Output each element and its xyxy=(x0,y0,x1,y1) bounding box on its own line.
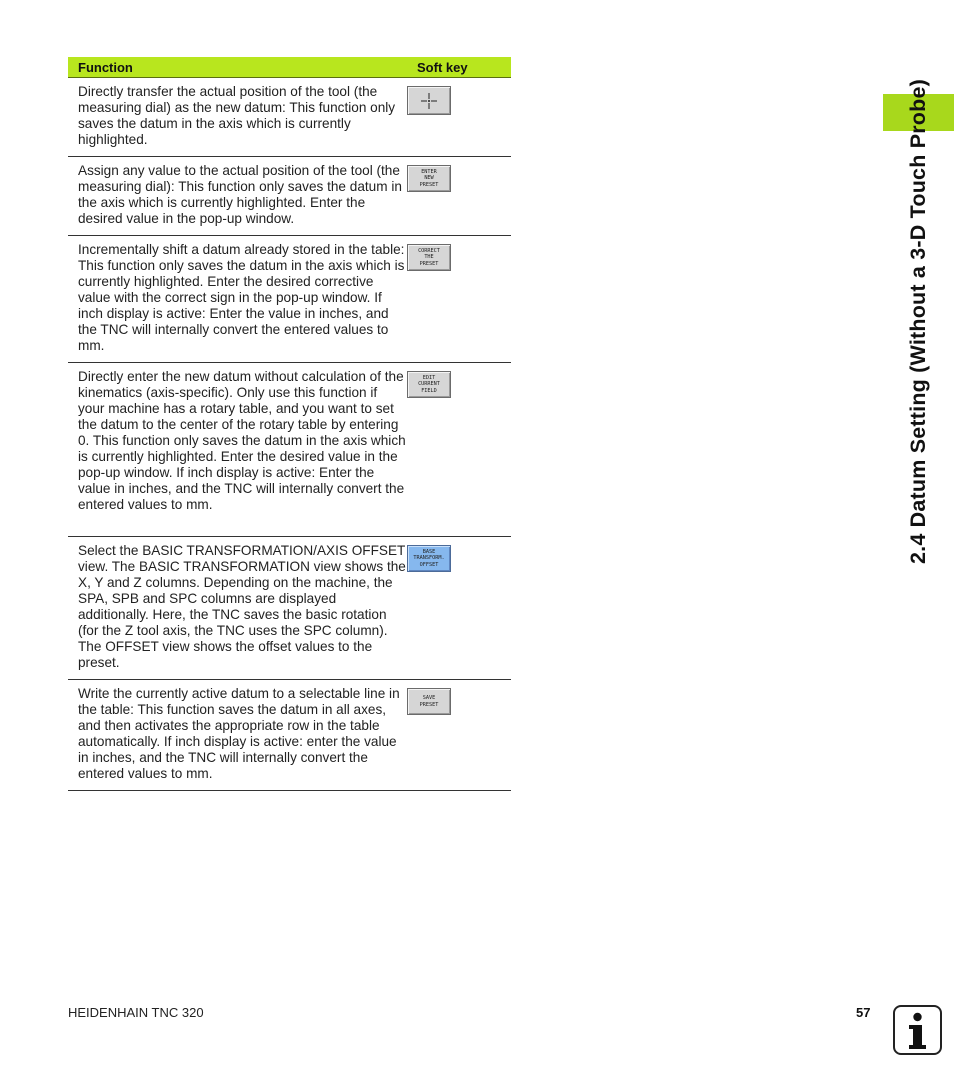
function-table xyxy=(68,57,511,791)
table-row xyxy=(68,363,511,537)
function-description: Select the BASIC TRANSFORMATION/AXIS OFFSET view. The BASIC TRANSFORMATION view shows the X, Y and Z columns. Depending on the machine, the SPA, SPB and SPC columns are displayed additionally. Here, the TNC saves the basic rotation (for the Z tool axis, the TNC uses the SPC column). The OFFSET view shows the offset values to the preset. xyxy=(78,543,406,670)
function-description: Assign any value to the actual position of the tool (the measuring dial): This function only saves the datum in the axis which is currently highlighted. Enter the desired value in the pop-up window. xyxy=(78,163,402,226)
header-function: Function xyxy=(78,59,133,75)
function-description: Directly enter the new datum without calculation of the kinematics (axis-specific). Only use this function if your machine has a rotary table, and you want to set the datum to the center of the rotary table by entering 0. This function only saves the datum in the axis which is currently highlighted. Enter the desired value in the pop-up window. If inch display is active: Enter the value in inches, and the TNC will internally convert the entered values to mm. xyxy=(78,369,406,512)
table-row xyxy=(68,157,511,236)
table-row xyxy=(68,236,511,363)
header-soft-key: Soft key xyxy=(417,59,468,75)
table-header xyxy=(68,57,511,78)
edit-current-field-softkey[interactable]: EDIT CURRENT FIELD xyxy=(407,371,451,398)
crosshair-icon xyxy=(419,91,439,111)
page-number: 57 xyxy=(856,1005,871,1020)
transfer-actual-position-softkey[interactable] xyxy=(407,86,451,115)
function-description: Incrementally shift a datum already stored in the table: This function only saves the datum in the axis which is currently highlighted. Enter the desired corrective value with the correct sign in the pop-up window. If inch display is active: Enter the value in inches, and the TNC will internally convert the entered values to mm. xyxy=(78,242,405,353)
function-description: Write the currently active datum to a selectable line in the table: This function saves the datum in all axes, and then activates the appropriate row in the table automatically. If inch display is active: enter the value in inches, and the TNC will internally convert the entered values to mm. xyxy=(78,686,400,781)
info-icon xyxy=(893,1005,942,1055)
chapter-title: 2.4 Datum Setting (Without a 3-D Touch Probe) xyxy=(906,78,930,564)
table-row xyxy=(68,537,511,680)
enter-new-preset-softkey[interactable]: ENTER NEW PRESET xyxy=(407,165,451,192)
correct-the-preset-softkey[interactable]: CORRECT THE PRESET xyxy=(407,244,451,271)
footer-product: HEIDENHAIN TNC 320 xyxy=(68,1005,204,1020)
table-row xyxy=(68,680,511,791)
table-row xyxy=(68,78,511,157)
function-description: Directly transfer the actual position of the tool (the measuring dial) as the new datum: This function only saves the datum in the axis which is currently highlighted. xyxy=(78,84,396,147)
save-preset-softkey[interactable]: SAVE PRESET xyxy=(407,688,451,715)
base-transform-offset-softkey[interactable]: BASE TRANSFORM. OFFSET xyxy=(407,545,451,572)
